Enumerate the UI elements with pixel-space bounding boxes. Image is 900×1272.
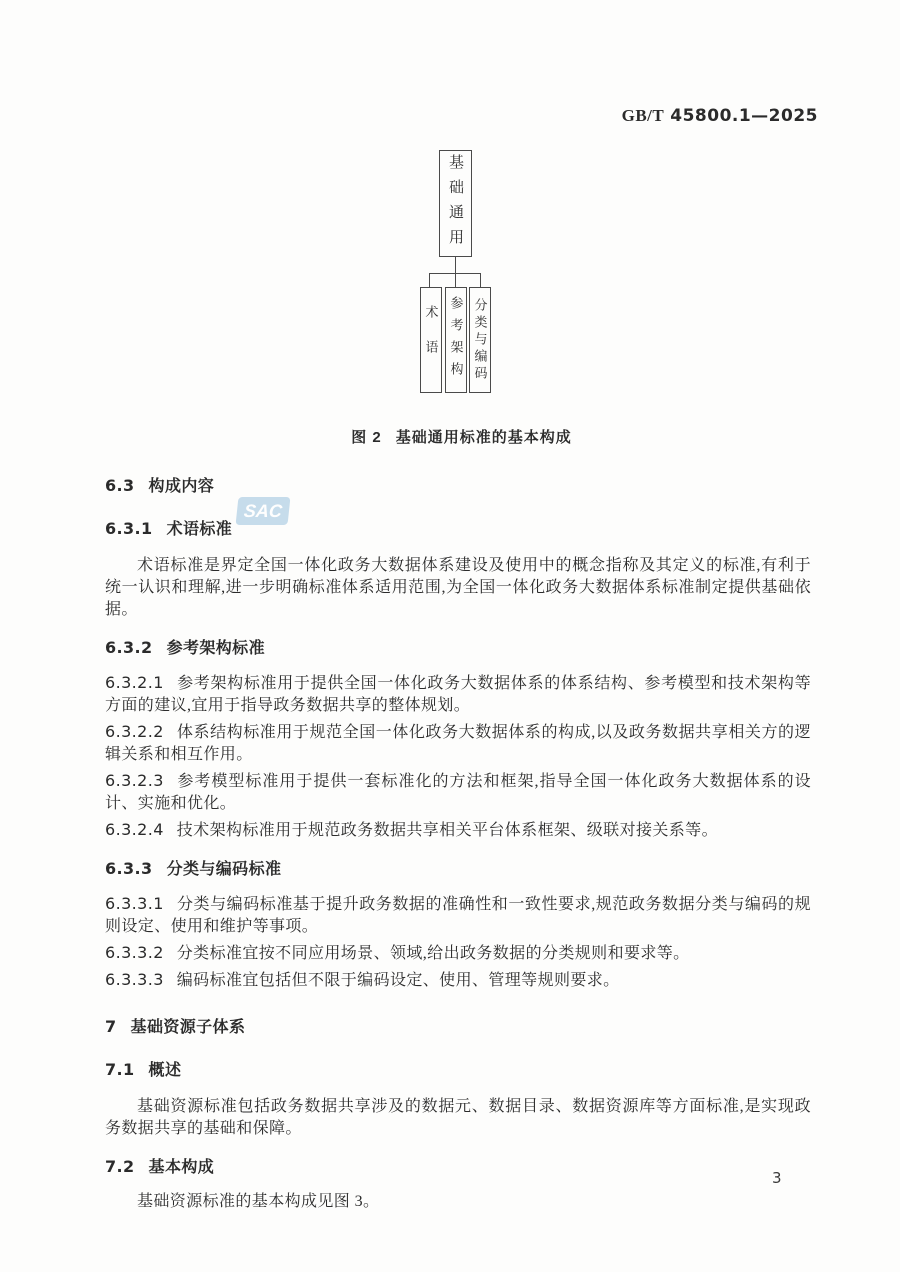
clause-number: 6.3.2.3	[105, 771, 164, 790]
clause-6-3-3-3	[105, 969, 811, 992]
heading-number: 7.1	[105, 1060, 135, 1079]
clause-6-3-2-4	[105, 819, 811, 842]
heading-title: 概述	[148, 1062, 182, 1079]
clause-6-3-3-2	[105, 942, 811, 965]
paragraph-7-2: 基础资源标准的基本构成见图 3。	[137, 1193, 380, 1210]
heading-title: 术语标准	[166, 521, 233, 538]
heading-number: 6.3.2	[105, 638, 153, 657]
diagram-box-foundation-general: 基础通用	[439, 150, 472, 257]
clause-text: 技术架构标准用于规范政务数据共享相关平台体系框架、级联对接关系等。	[176, 822, 718, 839]
diagram-box-classification-coding: 分类与编码	[469, 287, 491, 393]
clause-6-3-2-1	[105, 672, 811, 717]
heading-6-3-2	[105, 637, 811, 660]
heading-7-1	[105, 1059, 811, 1082]
diagram-box-terminology: 术语	[420, 287, 442, 393]
sac-watermark-logo: SAC	[236, 497, 291, 525]
clause-6-3-3-1	[105, 893, 811, 938]
clause-number: 6.3.2.4	[105, 820, 164, 839]
clause-number: 6.3.2.1	[105, 673, 164, 692]
heading-number: 6.3	[105, 476, 135, 495]
heading-6-3-1	[105, 518, 811, 541]
clause-number: 6.3.3.1	[105, 894, 164, 913]
heading-number: 6.3.1	[105, 519, 153, 538]
clause-6-3-2-2	[105, 721, 811, 766]
diagram-box-reference-architecture: 参考架构	[445, 287, 467, 393]
clause-text: 参考模型标准用于提供一套标准化的方法和框架,指导全国一体化政务大数据体系的设计、实施和优化。	[105, 773, 811, 812]
clause-text: 分类标准宜按不同应用场景、领域,给出政务数据的分类规则和要求等。	[176, 945, 690, 962]
clause-text: 参考架构标准用于提供全国一体化政务大数据体系的体系结构、参考模型和技术架构等方面的建议,宜用于指导政务数据共享的整体规划。	[105, 675, 811, 714]
heading-7-2	[105, 1156, 811, 1179]
heading-6-3-3	[105, 858, 811, 881]
figure-caption-title: 基础通用标准的基本构成	[395, 429, 572, 446]
paragraph-6-3-1: 术语标准是界定全国一体化政务大数据体系建设及使用中的概念指称及其定义的标准,有利于统一认识和理解,进一步明确标准体系适用范围,为全国一体化政务大数据体系标准制定提供基础依据。	[105, 557, 811, 618]
heading-title: 参考架构标准	[166, 640, 265, 657]
clause-number: 6.3.2.2	[105, 722, 164, 741]
heading-number: 7.2	[105, 1157, 135, 1176]
standard-code: 45800.1—2025	[670, 106, 818, 126]
heading-title: 基本构成	[148, 1159, 215, 1176]
clause-text: 分类与编码标准基于提升政务数据的准确性和一致性要求,规范政务数据分类与编码的规则设定、使用和维护等事项。	[105, 896, 811, 935]
heading-number: 7	[105, 1017, 117, 1036]
standard-prefix: GB/T	[621, 106, 665, 125]
clause-text: 编码标准宜包括但不限于编码设定、使用、管理等规则要求。	[176, 972, 620, 989]
page-number: 3	[772, 1169, 782, 1187]
clause-number: 6.3.3.3	[105, 970, 164, 989]
document-body	[105, 0, 811, 1213]
heading-title: 基础资源子体系	[130, 1019, 246, 1036]
heading-number: 6.3.3	[105, 859, 153, 878]
heading-title: 构成内容	[148, 478, 215, 495]
clause-number: 6.3.3.2	[105, 943, 164, 962]
figure-caption-label: 图 2	[351, 429, 382, 446]
heading-7	[105, 1016, 811, 1039]
clause-6-3-2-3	[105, 770, 811, 815]
heading-title: 分类与编码标准	[166, 861, 282, 878]
heading-6-3	[105, 475, 811, 498]
paragraph-7-1: 基础资源标准包括政务数据共享涉及的数据元、数据目录、数据资源库等方面标准,是实现政务数据共享的基础和保障。	[105, 1098, 811, 1137]
clause-text: 体系结构标准用于规范全国一体化政务大数据体系的构成,以及政务数据共享相关方的逻辑关系和相互作用。	[105, 724, 811, 763]
